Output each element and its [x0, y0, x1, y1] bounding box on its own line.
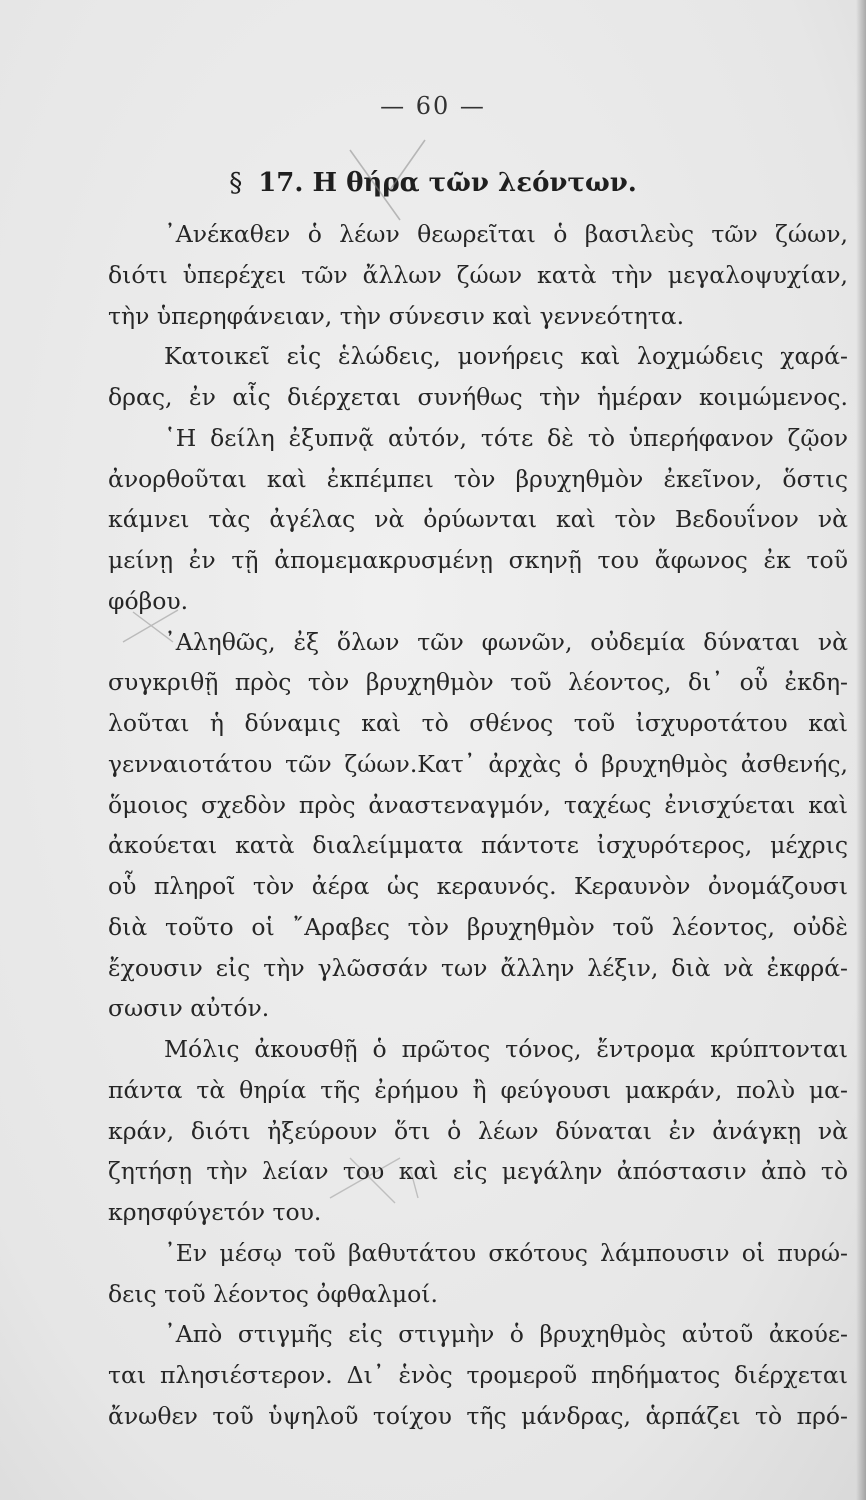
text-line: κρησφύγετόν του. [108, 1198, 322, 1226]
text-line: ἀκούεται κατὰ διαλείμματα πάντοτε ἰσχυρότερος, μέχρις [108, 831, 848, 860]
text-line: ῾Η δείλη ἐξυπνᾷ αὐτόν, τότε δὲ τὸ ὑπερήφανον ζῷον [164, 423, 848, 452]
body-text [108, 214, 848, 1437]
section-title: 17. Η θήρα τῶν λεόντων. [258, 168, 637, 198]
text-line: τὴν ὑπερηφάνειαν, τὴν σύνεσιν καὶ γεννεότητα. [108, 301, 685, 330]
text-line: ᾽Ανέκαθεν ὁ λέων θεωρεῖται ὁ βασιλεὺς τῶν ζώων, [164, 220, 848, 248]
text-line: μείνῃ ἐν τῇ ἀπομεμακρυσμένῃ σκηνῇ του ἄφωνος ἐκ τοῦ [108, 546, 848, 574]
text-line: ᾽Απὸ στιγμῆς εἰς στιγμὴν ὁ βρυχηθμὸς αὐτοῦ ἀκούε- [164, 1320, 848, 1349]
section-sign: § [229, 168, 243, 198]
text-line: δρας, ἐν αἷς διέρχεται συνήθως τὴν ἡμέραν κοιμώμενος. [108, 383, 848, 411]
page-number: — 60 — [380, 92, 486, 120]
text-line: λοῦται ἡ δύναμις καὶ τὸ σθένος τοῦ ἰσχυροτάτου καὶ [108, 709, 848, 737]
text-line: ὅμοιος σχεδὸν πρὸς ἀναστεναγμόν, ταχέως ἐνισχύεται καὶ [108, 790, 848, 819]
text-line: ᾽Εν μέσῳ τοῦ βαθυτάτου σκότους λάμπουσιν οἱ πυρώ- [164, 1238, 848, 1267]
text-line: διότι ὑπερέχει τῶν ἄλλων ζώων κατὰ τὴν μεγαλοψυχίαν, [108, 260, 848, 289]
text-line: ἔχουσιν εἰς τὴν γλῶσσάν των ἄλλην λέξιν, διὰ νὰ ἐκφρά- [108, 953, 848, 982]
text-line: ται πλησιέστερον. Δι᾽ ἑνὸς τρομεροῦ πηδήματος διέρχεται [108, 1361, 848, 1389]
text-line: Μόλις ἀκουσθῇ ὁ πρῶτος τόνος, ἔντρομα κρύπτονται [164, 1035, 848, 1063]
section-heading [0, 168, 866, 198]
text-line: διὰ τοῦτο οἱ ῎Αραβες τὸν βρυχηθμὸν τοῦ λέοντος, οὐδὲ [108, 912, 848, 941]
text-line: κράν, διότι ἠξεύρουν ὅτι ὁ λέων δύναται ἐν ἀνάγκῃ νὰ [108, 1116, 848, 1145]
text-line: ᾽Αληθῶς, ἐξ ὅλων τῶν φωνῶν, οὐδεμία δύναται νὰ [164, 627, 848, 656]
text-line: σωσιν αὐτόν. [108, 994, 270, 1023]
text-line: φόβου. [108, 586, 189, 615]
text-line: πάντα τὰ θηρία τῆς ἐρήμου ἢ φεύγουσι μακράν, πολὺ μα- [108, 1075, 848, 1104]
text-line: Κατοικεῖ εἰς ἑλώδεις, μονήρεις καὶ λοχμώδεις χαρά- [164, 342, 848, 371]
text-line: ἀνορθοῦται καὶ ἐκπέμπει τὸν βρυχηθμὸν ἐκεῖνον, ὅστις [108, 464, 848, 493]
page-edge-shadow [856, 0, 866, 1500]
text-line: κάμνει τὰς ἀγέλας νὰ ὀρύωνται καὶ τὸν Βεδουΐνον νὰ [108, 505, 848, 534]
text-line: ζητήσῃ τὴν λείαν του καὶ εἰς μεγάλην ἀπόστασιν ἀπὸ τὸ [108, 1157, 848, 1186]
text-line: συγκριθῇ πρὸς τὸν βρυχηθμὸν τοῦ λέοντος, δι᾽ οὗ ἐκδη- [108, 668, 848, 697]
text-line: οὗ πληροῖ τὸν ἀέρα ὡς κεραυνός. Κεραυνὸν ὀνομάζουσι [108, 872, 848, 900]
text-line: δεις τοῦ λέοντος ὀφθαλμοί. [108, 1279, 438, 1308]
text-line: ἄνωθεν τοῦ ὑψηλοῦ τοίχου τῆς μάνδρας, ἁρπάζει τὸ πρό- [108, 1401, 848, 1430]
text-line: γενναιοτάτου τῶν ζώων.Κατ᾽ ἀρχὰς ὁ βρυχηθμὸς ἀσθενής, [108, 749, 848, 778]
